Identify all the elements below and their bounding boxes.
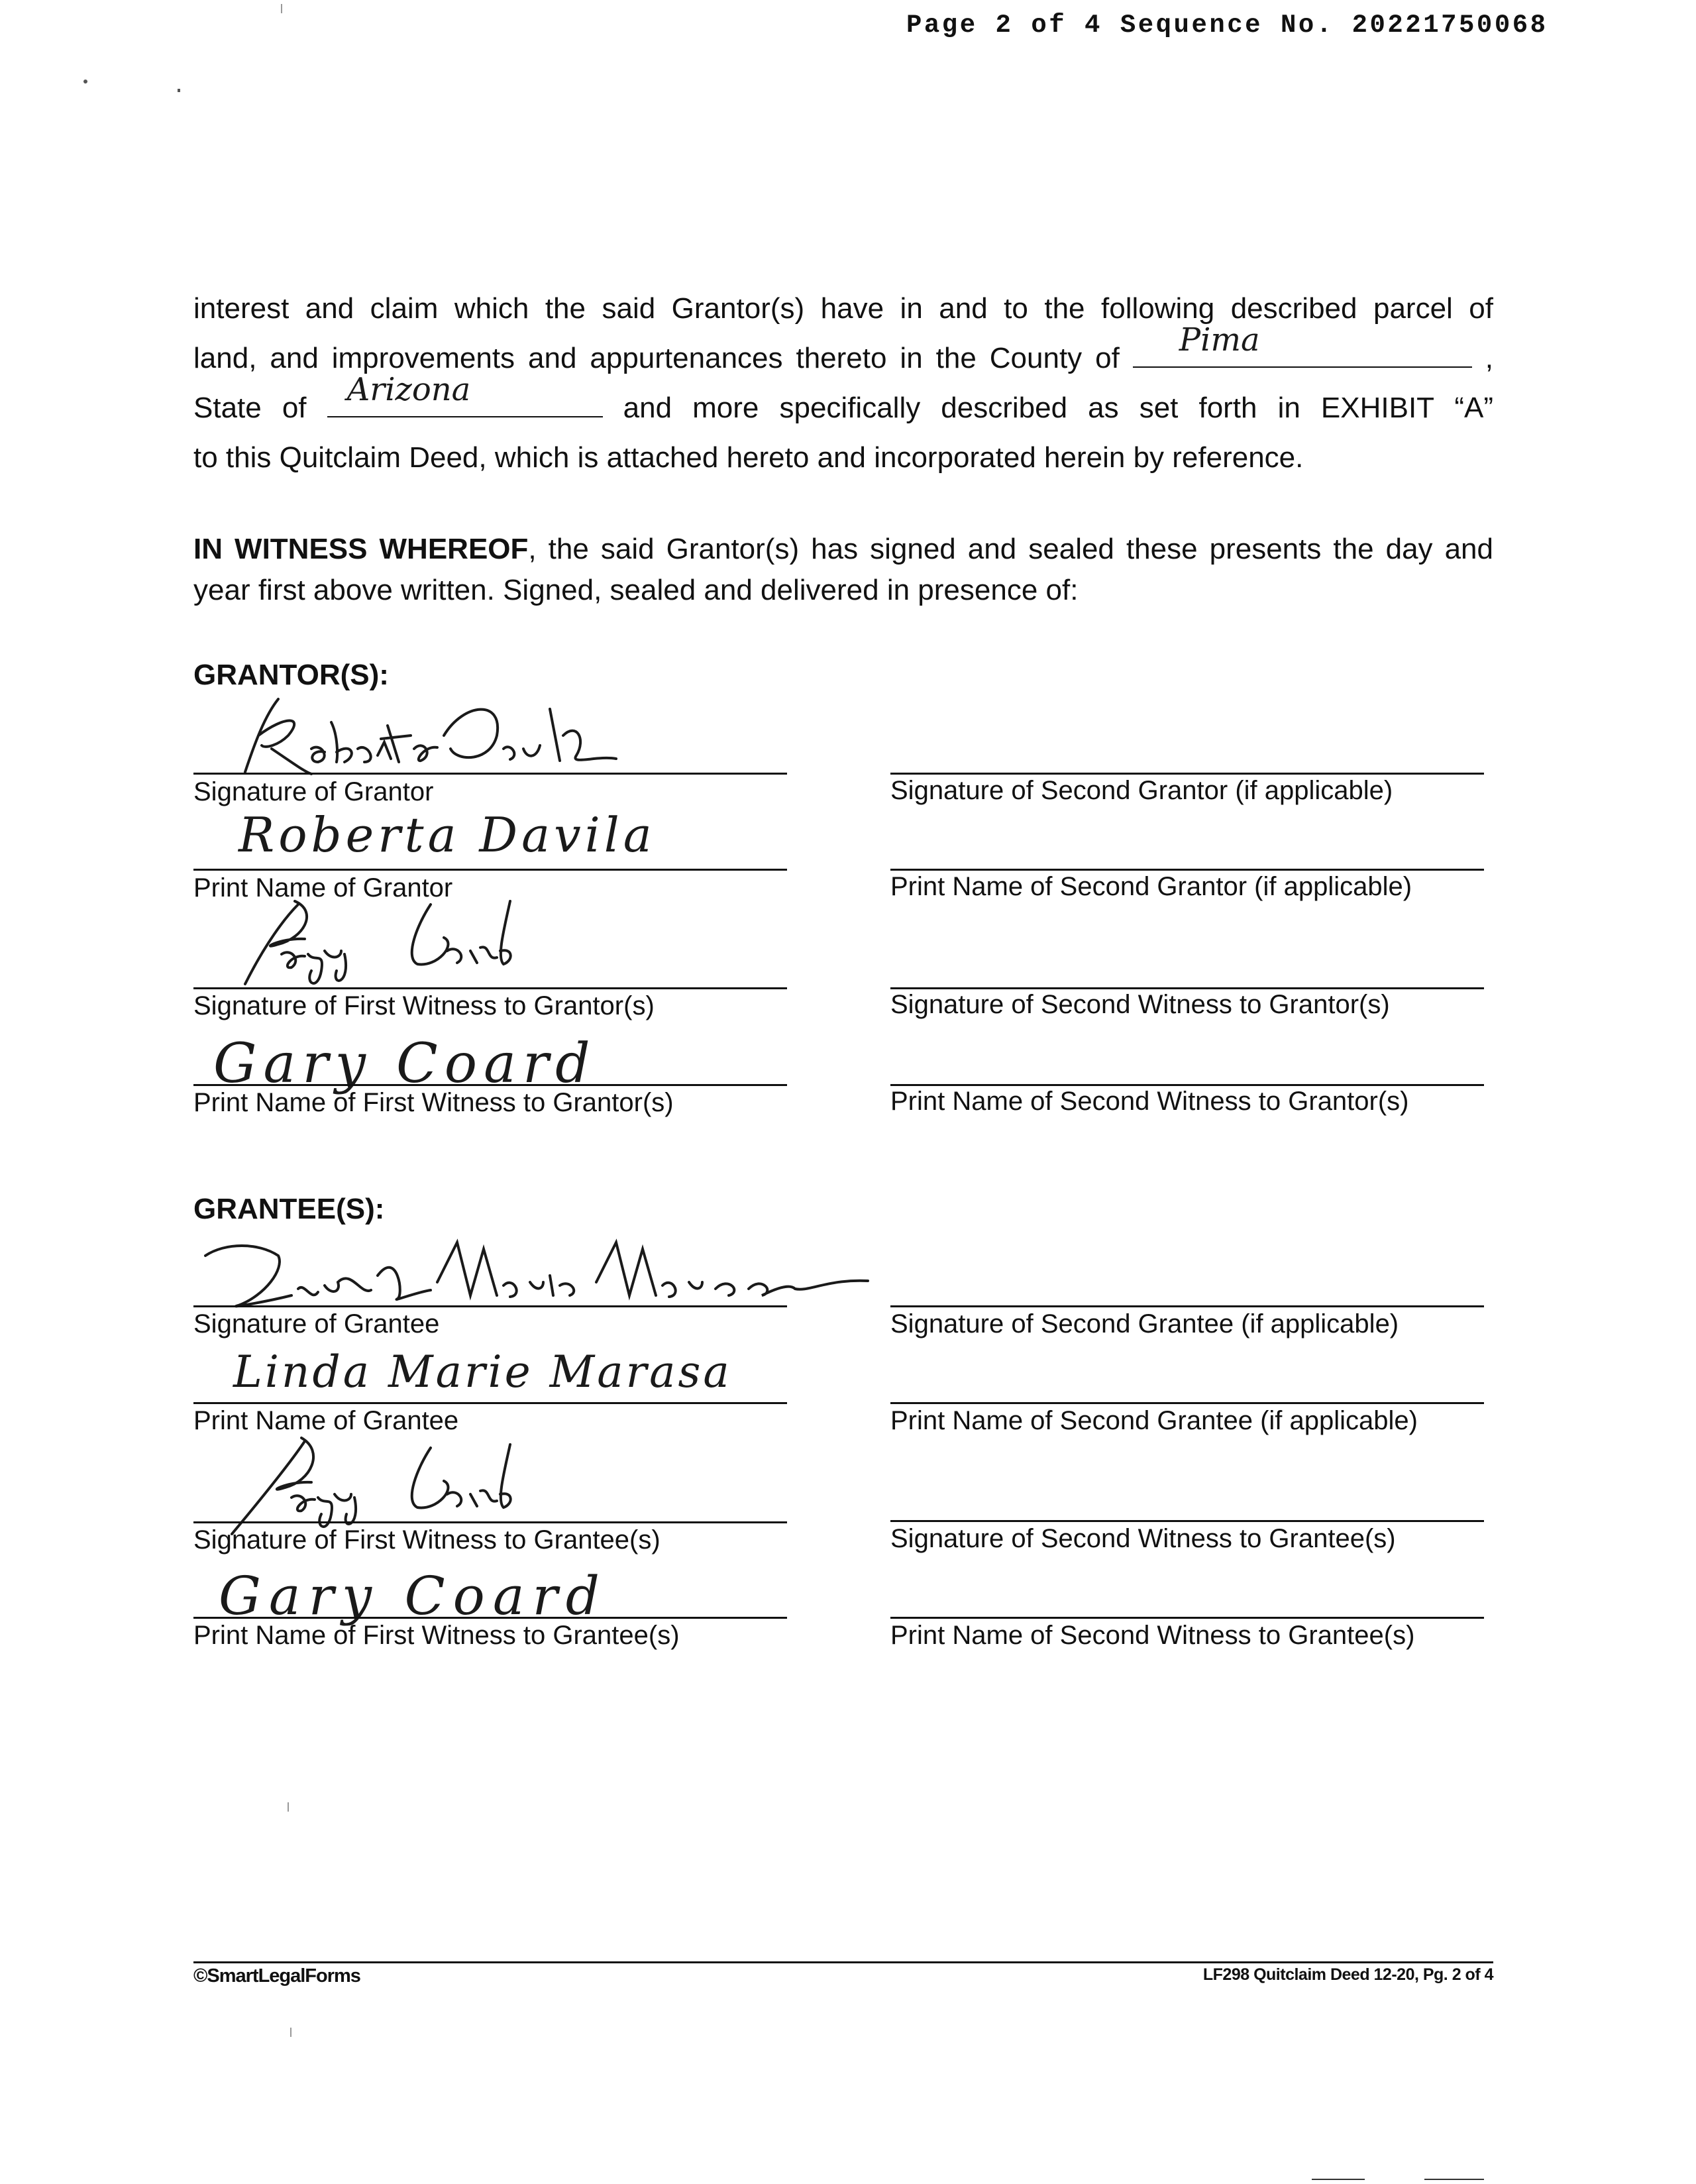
second-grantor-signature-label: Signature of Second Grantor (if applicable) xyxy=(890,776,1393,805)
county-blank xyxy=(1133,321,1472,368)
grantee-print-name-label: Print Name of Grantee xyxy=(193,1406,459,1435)
bottom-edge-mark xyxy=(1312,2179,1365,2180)
second-grantor-print-name-line[interactable] xyxy=(890,869,1484,871)
witness-clause-bold: IN WITNESS WHEREOF xyxy=(193,533,529,565)
state-handwritten: Arizona xyxy=(346,371,471,408)
grantee-second-witness-signature-line[interactable] xyxy=(890,1520,1484,1522)
grantor-first-witness-signature xyxy=(219,898,616,991)
bottom-edge-mark xyxy=(1424,2179,1484,2180)
scan-speck xyxy=(83,80,87,83)
second-grantor-print-name-label: Print Name of Second Grantor (if applicable) xyxy=(890,872,1412,901)
footer-copyright: ©SmartLegalForms xyxy=(193,1965,360,1987)
grantor-second-witness-name-line[interactable] xyxy=(890,1084,1484,1086)
state-lead-text: State of xyxy=(193,392,307,424)
witness-clause xyxy=(193,529,1493,611)
grantor-second-witness-name-label: Print Name of Second Witness to Grantor(s) xyxy=(890,1087,1409,1116)
conveyance-paragraph xyxy=(193,284,1493,482)
conveyance-line-1: interest and claim which the said Grantor(s) have in and to the following described parcel of xyxy=(193,292,1493,325)
grantor-signature xyxy=(225,696,676,782)
grantor-signature-label: Signature of Grantor xyxy=(193,777,434,806)
county-trailing-comma: , xyxy=(1485,342,1493,374)
grantees-heading: GRANTEE(S): xyxy=(193,1193,385,1225)
grantor-first-witness-signature-label: Signature of First Witness to Grantor(s) xyxy=(193,991,655,1020)
page-sequence-header: Page 2 of 4 Sequence No. 20221750068 xyxy=(906,11,1548,40)
grantee-second-witness-name-line[interactable] xyxy=(890,1617,1484,1619)
second-grantee-print-name-line[interactable] xyxy=(890,1402,1484,1404)
grantee-print-name-handwritten: Linda Marie Marasa xyxy=(233,1346,732,1397)
footer-rule xyxy=(193,1961,1493,1963)
grantors-heading: GRANTOR(S): xyxy=(193,659,389,691)
county-lead-text: land, and improvements and appurtenances thereto in the County of xyxy=(193,342,1120,374)
conveyance-line-3 xyxy=(193,371,1493,433)
county-handwritten: Pima xyxy=(1179,321,1260,358)
grantor-first-witness-name-line[interactable] xyxy=(193,1084,787,1086)
grantee-second-witness-signature-label: Signature of Second Witness to Grantee(s) xyxy=(890,1524,1396,1553)
grantee-second-witness-name-label: Print Name of Second Witness to Grantee(s) xyxy=(890,1621,1415,1650)
grantee-first-witness-signature-line[interactable] xyxy=(193,1521,787,1523)
second-grantee-signature-line[interactable] xyxy=(890,1305,1484,1307)
grantee-signature-label: Signature of Grantee xyxy=(193,1309,440,1338)
grantor-print-name-label: Print Name of Grantor xyxy=(193,873,453,902)
scan-speck xyxy=(281,4,282,13)
grantor-signature-line[interactable] xyxy=(193,773,787,775)
second-grantor-signature-line[interactable] xyxy=(890,773,1484,775)
grantee-signature-line[interactable] xyxy=(193,1305,787,1307)
grantor-first-witness-name-handwritten: Gary Coard xyxy=(213,1032,597,1095)
grantor-first-witness-name-label: Print Name of First Witness to Grantor(s) xyxy=(193,1088,674,1117)
grantee-print-name-line[interactable] xyxy=(193,1402,787,1404)
witness-clause-line-2: year first above written. Signed, sealed and delivered in presence of: xyxy=(193,574,1079,606)
grantor-print-name-line[interactable] xyxy=(193,869,787,871)
witness-clause-rest: , the said Grantor(s) has signed and sealed these presents the day and xyxy=(528,533,1494,565)
grantee-first-witness-name-handwritten: Gary Coard xyxy=(219,1565,608,1627)
state-trailing-text: and more specifically described as set forth in EXHIBIT “A” xyxy=(623,392,1493,424)
footer-form-id: LF298 Quitclaim Deed 12-20, Pg. 2 of 4 xyxy=(1202,1965,1493,1984)
scan-speck xyxy=(178,89,180,92)
conveyance-line-4: to this Quitclaim Deed, which is attached hereto and incorporated herein by reference. xyxy=(193,441,1304,474)
grantee-first-witness-name-line[interactable] xyxy=(193,1617,787,1619)
witness-clause-line-1 xyxy=(193,529,1493,570)
grantee-first-witness-signature xyxy=(219,1435,590,1541)
grantor-first-witness-signature-line[interactable] xyxy=(193,987,787,989)
second-grantee-print-name-label: Print Name of Second Grantee (if applicable) xyxy=(890,1406,1418,1435)
grantor-second-witness-signature-label: Signature of Second Witness to Grantor(s) xyxy=(890,990,1390,1019)
grantor-second-witness-signature-line[interactable] xyxy=(890,987,1484,989)
second-grantee-signature-label: Signature of Second Grantee (if applicable) xyxy=(890,1309,1399,1338)
scan-speck xyxy=(290,2028,292,2037)
scan-speck xyxy=(288,1802,289,1812)
grantee-first-witness-signature-label: Signature of First Witness to Grantee(s) xyxy=(193,1525,661,1555)
grantee-first-witness-name-label: Print Name of First Witness to Grantee(s) xyxy=(193,1621,680,1650)
grantee-signature xyxy=(199,1229,874,1315)
grantor-print-name-handwritten: Roberta Davila xyxy=(238,807,656,863)
state-blank xyxy=(327,371,603,417)
